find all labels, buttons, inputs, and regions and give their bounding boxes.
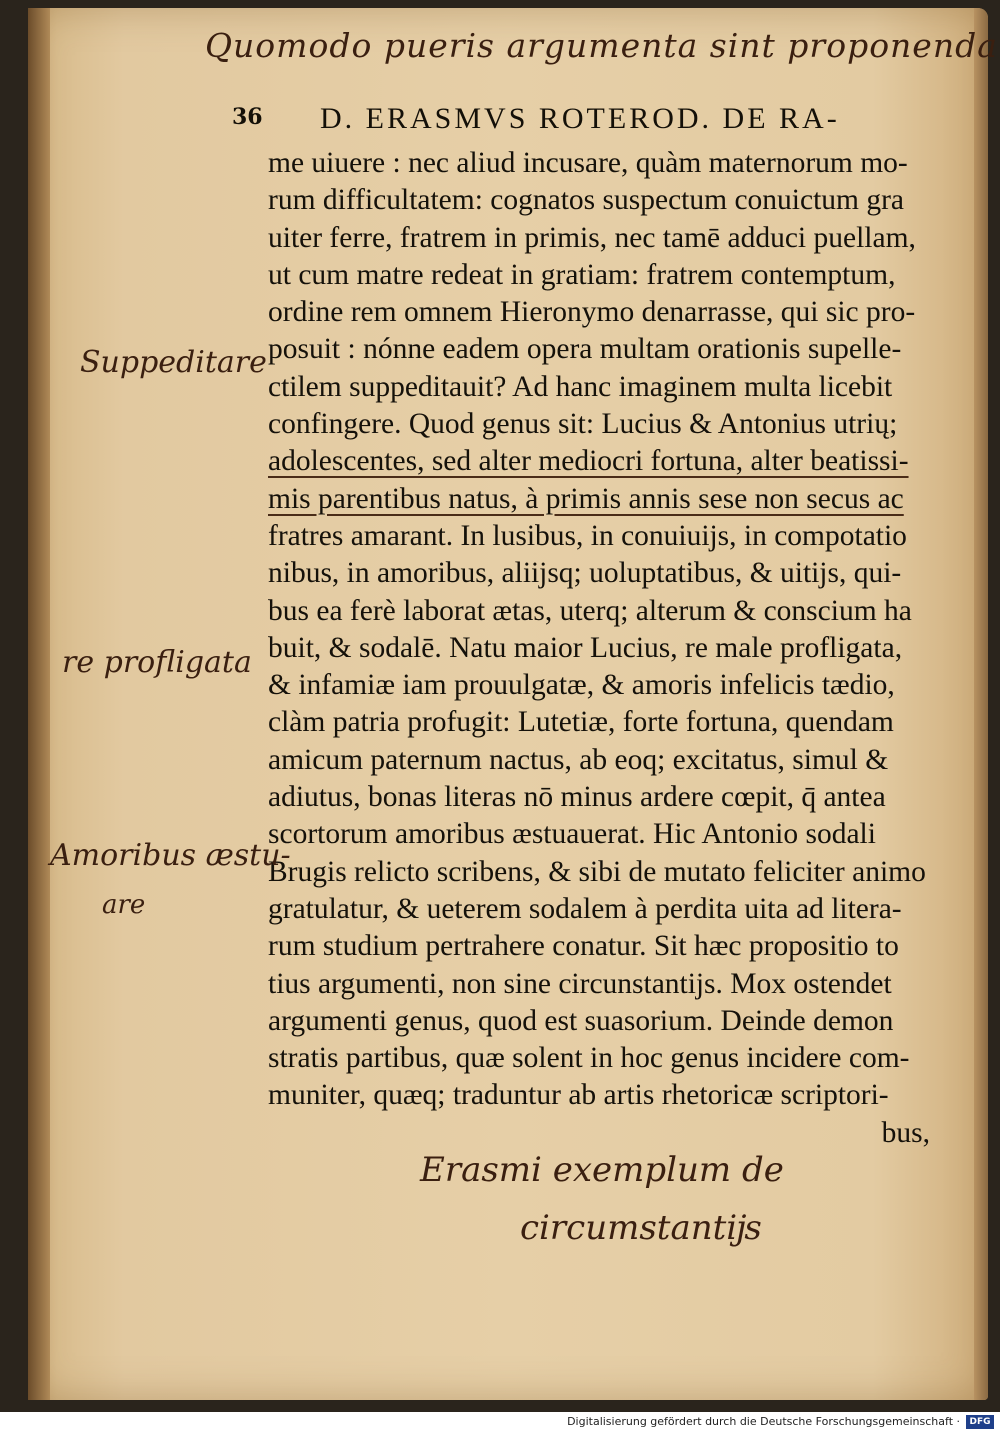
- bottom-note-line-1: Erasmi exemplum de: [420, 1150, 784, 1190]
- margin-note-suppeditare: Suppeditare: [80, 345, 267, 380]
- text-line: ut cum matre redeat in gratiam: fratrem contemptum,: [268, 258, 896, 291]
- text-line: adiutus, bonas literas nō minus ardere cœpit, q̄ antea: [268, 781, 886, 814]
- text-line: fratres amarant. In lusibus, in conuiuĳs, in compotatio: [268, 519, 907, 552]
- text-line: nibus, in amoribus, aliĳsq; uoluptatibus, & uitĳs, qui-: [268, 557, 902, 590]
- text-line: bus ea ferè laborat ætas, uterq; alterum & conscium ha: [268, 594, 912, 627]
- text-line: & infamiæ iam prouulgatæ, & amoris infelicis tædio,: [268, 669, 895, 702]
- text-line: adolescentes, sed alter mediocri fortuna, alter beatissi-: [268, 445, 909, 478]
- text-line: buit, & sodalē. Natu maior Lucius, re male profligata,: [268, 631, 903, 664]
- page-edge: [974, 8, 988, 1400]
- text-line: ctilem suppeditauit? Ad hanc imaginem multa licebit: [268, 370, 893, 403]
- body-text: [268, 145, 948, 1152]
- text-line: ordine rem omnem Hieronymo denarrasse, qui sic pro-: [268, 296, 916, 329]
- margin-note-profligata: re profligata: [62, 645, 252, 680]
- bottom-note-line-2: circumstantĳs: [520, 1208, 762, 1248]
- text-line: muniter, quæq; traduntur ab artis rhetoricæ scriptori-: [268, 1079, 889, 1112]
- text-line: scortorum amoribus æstuauerat. Hic Antonio sodali: [268, 818, 876, 851]
- text-line: rum studium pertrahere conatur. Sit hæc propositio to: [268, 930, 899, 963]
- handwritten-title: Quomodo pueris argumenta sint proponenda: [205, 26, 998, 65]
- text-line: stratis partibus, quæ solent in hoc genus incidere com-: [268, 1042, 910, 1075]
- text-line: clàm patria profugit: Lutetiæ, forte fortuna, quendam: [268, 706, 894, 739]
- text-line: me uiuere : nec aliud incusare, quàm maternorum mo-: [268, 147, 908, 179]
- dfg-logo-icon: DFG: [966, 1415, 994, 1429]
- text-line: tius argumenti, non sine circunstantĳs. Mox ostendet: [268, 967, 892, 1000]
- text-line: uiter ferre, fratrem in primis, nec tamē adduci puellam,: [268, 221, 916, 254]
- running-head: [232, 104, 932, 144]
- text-line: confingere. Quod genus sit: Lucius & Antonius utrių;: [268, 408, 898, 441]
- margin-note-amoribus: Amoribus æstu-: [50, 838, 291, 873]
- text-line: gratulatur, & ueterem sodalem à perdita uita ad litera-: [268, 892, 902, 925]
- margin-note-amoribus-continued: are: [102, 890, 146, 920]
- text-line: argumenti genus, quod est suasorium. Deinde demon: [268, 1004, 894, 1037]
- text-line: mis parentibus natus, à primis annis sese non secus ac: [268, 482, 904, 515]
- page-number: 36: [232, 104, 263, 130]
- footer-bar: [0, 1412, 1000, 1433]
- text-line: rum difficultatem: cognatos suspectum conuictum gra: [268, 184, 905, 217]
- binding-edge: [28, 8, 50, 1400]
- catchword: bus,: [881, 1116, 930, 1149]
- text-line: amicum paternum nactus, ab eoq; excitatus, simul &: [268, 743, 889, 776]
- text-line: posuit : nónne eadem opera multam orationis supelle-: [268, 333, 902, 366]
- text-line: Brugis relicto scribens, & sibi de mutato feliciter animo: [268, 855, 926, 888]
- running-head-title: D. ERASMVS ROTEROD. DE RA-: [320, 102, 840, 135]
- funding-credit: Digitalisierung gefördert durch die Deutsche Forschungsgemeinschaft ·: [567, 1415, 960, 1428]
